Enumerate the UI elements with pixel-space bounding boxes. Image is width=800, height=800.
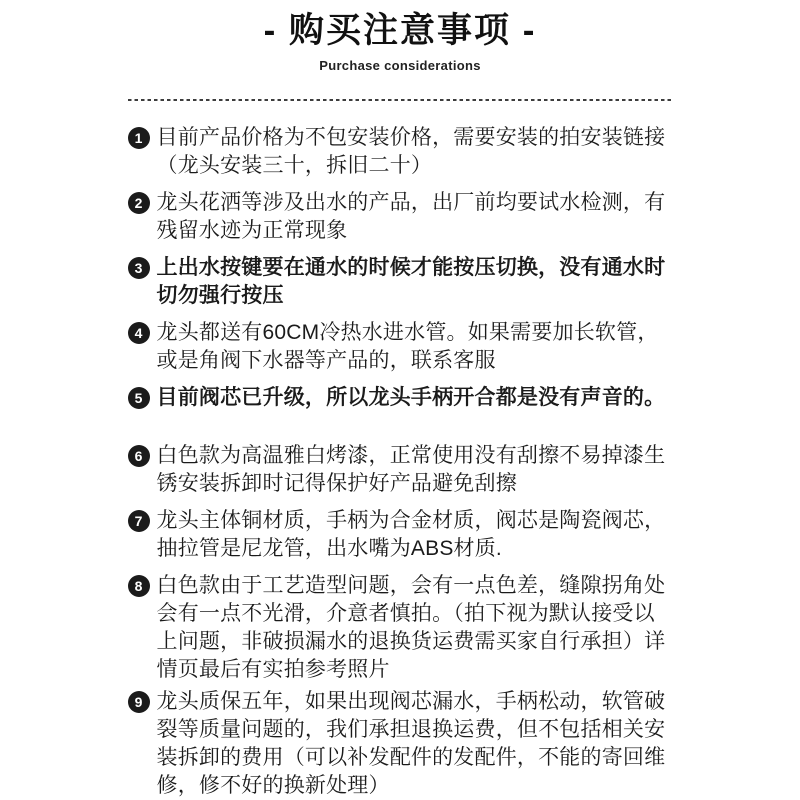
note-item bbox=[128, 442, 673, 498]
note-number-badge: 8 bbox=[128, 575, 150, 597]
page-title: - 购买注意事项 - bbox=[263, 11, 537, 50]
note-text: 白色款由于工艺造型问题，会有一点色差，缝隙拐角处会有一点不光滑，介意者慎拍。（拍下视为默认接受以上问题，非破损漏水的退换货运费需买家自行承担）详情页最后有实拍参考照片 bbox=[156, 574, 666, 681]
note-number-badge: 4 bbox=[128, 322, 150, 344]
note-text: 龙头花洒等涉及出水的产品，出厂前均要试水检测，有残留水迹为正常现象 bbox=[156, 191, 666, 242]
dashed-divider bbox=[128, 99, 672, 101]
note-number-badge: 5 bbox=[128, 387, 150, 409]
note-text: 龙头主体铜材质，手柄为合金材质，阀芯是陶瓷阀芯，抽拉管是尼龙管，出水嘴为ABS材质. bbox=[156, 509, 666, 560]
note-item bbox=[128, 254, 673, 310]
note-item bbox=[128, 688, 673, 800]
page-subtitle: Purchase considerations bbox=[319, 58, 481, 73]
note-text: 上出水按键要在通水的时候才能按压切换，没有通水时切勿强行按压 bbox=[156, 256, 666, 307]
note-number-badge: 3 bbox=[128, 257, 150, 279]
note-number-badge: 2 bbox=[128, 192, 150, 214]
note-text: 龙头都送有60CM冷热水进水管。如果需要加长软管，或是角阀下水器等产品的，联系客服 bbox=[156, 321, 659, 372]
note-number-badge: 7 bbox=[128, 510, 150, 532]
note-text: 龙头质保五年，如果出现阀芯漏水，手柄松动，软管破裂等质量问题的，我们承担退换运费，但不包括相关安装拆卸的费用（可以补发配件的发配件，不能的寄回维修，修不好的换新处理） bbox=[156, 690, 666, 797]
note-item bbox=[128, 124, 673, 180]
note-number-badge: 1 bbox=[128, 127, 150, 149]
notes-list bbox=[128, 124, 673, 800]
note-text: 目前阀芯已升级，所以龙头手柄开合都是没有声音的。 bbox=[156, 386, 666, 409]
note-item bbox=[128, 384, 673, 412]
note-item bbox=[128, 189, 673, 245]
note-item bbox=[128, 319, 673, 375]
note-text: 目前产品价格为不包安装价格，需要安装的拍安装链接（龙头安装三十，拆旧二十） bbox=[156, 126, 666, 177]
note-number-badge: 6 bbox=[128, 445, 150, 467]
note-number-badge: 9 bbox=[128, 691, 150, 713]
note-item bbox=[128, 572, 673, 684]
note-item bbox=[128, 507, 673, 563]
page-header bbox=[0, 0, 800, 101]
note-text: 白色款为高温雅白烤漆，正常使用没有刮擦不易掉漆生锈安装拆卸时记得保护好产品避免刮擦 bbox=[156, 444, 666, 495]
